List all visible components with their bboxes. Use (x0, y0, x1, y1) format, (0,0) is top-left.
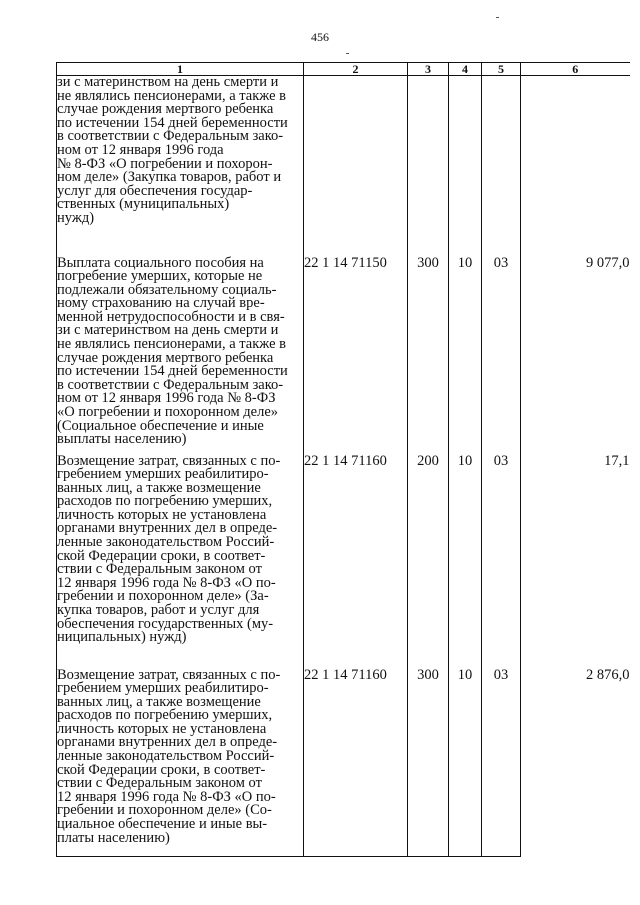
row-pr (482, 76, 521, 257)
table-row (57, 257, 630, 455)
header-cell-6: 6 (521, 63, 630, 76)
header-cell-2: 2 (304, 63, 408, 76)
scan-mark (496, 17, 499, 18)
table-row (57, 455, 630, 669)
row-kbk: 22 1 14 71160 (304, 455, 408, 669)
row-rz (449, 76, 482, 257)
header-cell-3: 3 (408, 63, 449, 76)
row-vr (408, 76, 449, 257)
budget-table (56, 62, 630, 857)
header-cell-4: 4 (449, 63, 482, 76)
row-description: Возмещение затрат, связанных с по- гребением умерших реабилитиро- ванных лиц, а также возмещение расходов по погребению умерших, личность которых не установлена органами внутренних дел в опреде- ленные законодательством Россий- ской Федерации сроки, в соответ- ствии с Федеральным законом от 12 января 1996 года № 8-ФЗ «О по- гребении и похоронном деле» (За- купка товаров, работ и услуг для обеспечения государственных (му- ниципальных) нужд) (57, 455, 304, 669)
header-cell-5: 5 (482, 63, 521, 76)
row-description: зи с материнством на день смерти и не являлись пенсионерами, а также в случае рождения мертвого ребенка по истечении 154 дней беременности в соответствии с Федеральным зако- ном от 12 января 1996 года № 8-ФЗ «О погребении и похорон- ном деле» (Закупка товаров, работ и услуг для обеспечения государ- ственных (муниципальных) нужд) (57, 76, 304, 257)
row-description: Возмещение затрат, связанных с по- гребением умерших реабилитиро- ванных лиц, а также возмещение расходов по погребению умерших, личность которых не установлена органами внутренних дел в опреде- ленные законодательством Россий- ской Федерации сроки, в соответ- ствии с Федеральным законом от 12 января 1996 года № 8-ФЗ «О по- гребении и похоронном деле» (Со- циальное обеспечение и иные вы- платы населению) (57, 669, 304, 857)
row-amount: 9 077,0 (521, 257, 630, 455)
table-row (57, 76, 630, 257)
row-rz: 10 (449, 669, 482, 857)
row-kbk (304, 76, 408, 257)
row-amount (521, 76, 630, 257)
row-description: Выплата социального пособия на погребение умерших, которые не подлежали обязательному социаль- ному страхованию на случай вре- менной нетрудоспособности и в свя- зи с материнством на день смерти и не являлись пенсионерами, а также в случае рождения мертвого ребенка по истечении 154 дней беременности в соответствии с Федеральным зако- ном от 12 января 1996 года № 8-ФЗ «О погребении и похоронном деле» (Социальное обеспечение и иные выплаты населению) (57, 257, 304, 455)
row-vr: 300 (408, 669, 449, 857)
row-vr: 200 (408, 455, 449, 669)
row-pr: 03 (482, 455, 521, 669)
row-rz: 10 (449, 455, 482, 669)
row-pr: 03 (482, 257, 521, 455)
row-amount: 17,1 (521, 455, 630, 669)
row-kbk: 22 1 14 71160 (304, 669, 408, 857)
header-cell-1: 1 (57, 63, 304, 76)
row-kbk: 22 1 14 71150 (304, 257, 408, 455)
row-vr: 300 (408, 257, 449, 455)
row-rz: 10 (449, 257, 482, 455)
scan-mark (346, 53, 349, 54)
page-number: 456 (311, 30, 329, 44)
row-pr: 03 (482, 669, 521, 857)
row-amount: 2 876,0 (521, 669, 630, 857)
table-row (57, 669, 630, 857)
